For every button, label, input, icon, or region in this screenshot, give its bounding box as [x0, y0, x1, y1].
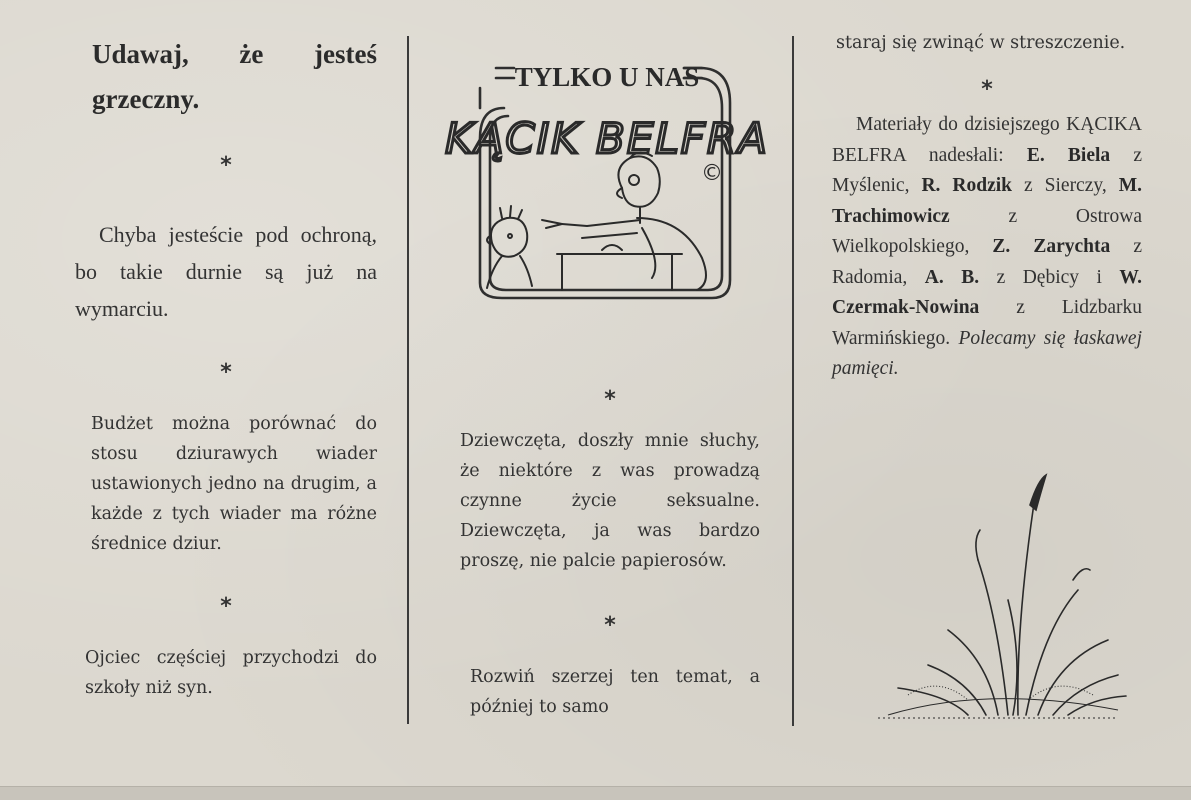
separator-star: *	[604, 613, 616, 638]
continued-paragraph: staraj się zwinąć w streszczenie.	[836, 33, 1126, 53]
page-bottom-edge	[0, 786, 1191, 800]
contributor-name: R. Rodzik	[921, 175, 1012, 196]
joke-paragraph: Budżet można porównać do stosu dziurawych wiader ustawionych jedno na drugim, a każde z tych wiader ma różne średnice dziur.	[91, 414, 377, 554]
separator-star: *	[604, 387, 616, 412]
joke-paragraph: Rozwiń szerzej ten temat, a później to samo	[470, 667, 760, 717]
contributor-name: E. Biela	[1026, 144, 1111, 166]
column-divider	[407, 36, 409, 724]
contributor-place: z Lidzbarku Warmińskiego.	[832, 297, 1142, 349]
separator-star: *	[981, 77, 993, 102]
copyright-mark: ©	[701, 161, 723, 186]
contributor-name: Z. Zarychta	[992, 236, 1111, 257]
contributor-place: z Sierczy,	[1024, 175, 1107, 196]
headline: Udawaj, że jesteś grzeczny.	[92, 39, 377, 114]
column-left	[75, 32, 377, 703]
contributor-place: z Dębicy i	[996, 266, 1102, 288]
column-right	[832, 28, 1142, 385]
closing-line: Polecamy się łaskawej pamięci.	[832, 327, 1143, 379]
logo-banner: TYLKO U NAS	[514, 62, 700, 92]
contributor-name: W. Czermak-Nowina	[832, 266, 1143, 318]
column-middle	[460, 0, 760, 722]
contributor-name: M. Trachimowicz	[832, 175, 1143, 227]
logo-title: KĄCIK BELFRA	[445, 114, 769, 163]
contributor-name: A. B.	[924, 266, 980, 288]
separator-star: *	[220, 360, 232, 385]
credits-paragraph	[832, 110, 1142, 385]
contributor-place: z Myślenic,	[832, 144, 1142, 196]
separator-star: *	[220, 594, 232, 619]
separator-star: *	[220, 153, 232, 178]
contributor-place: z Ostrowa Wielkopolskiego,	[832, 205, 1142, 257]
grass-illustration	[868, 470, 1128, 720]
contributor-place: z Radomia,	[832, 236, 1142, 288]
joke-paragraph: Chyba jesteście pod ochroną, bo takie durnie są już na wymarciu.	[75, 222, 377, 321]
credits-intro: Materiały do dzisiejszego KĄCIKA BELFRA nadesłali:	[832, 114, 1142, 166]
joke-paragraph: Dziewczęta, doszły mnie słuchy, że niektóre z was prowadzą czynne życie seksualne. Dziewczęta, ja was bardzo proszę, nie palcie papierosów.	[460, 431, 760, 571]
joke-paragraph: Ojciec częściej przychodzi do szkoły niż syn.	[85, 648, 377, 698]
column-divider	[792, 36, 794, 726]
